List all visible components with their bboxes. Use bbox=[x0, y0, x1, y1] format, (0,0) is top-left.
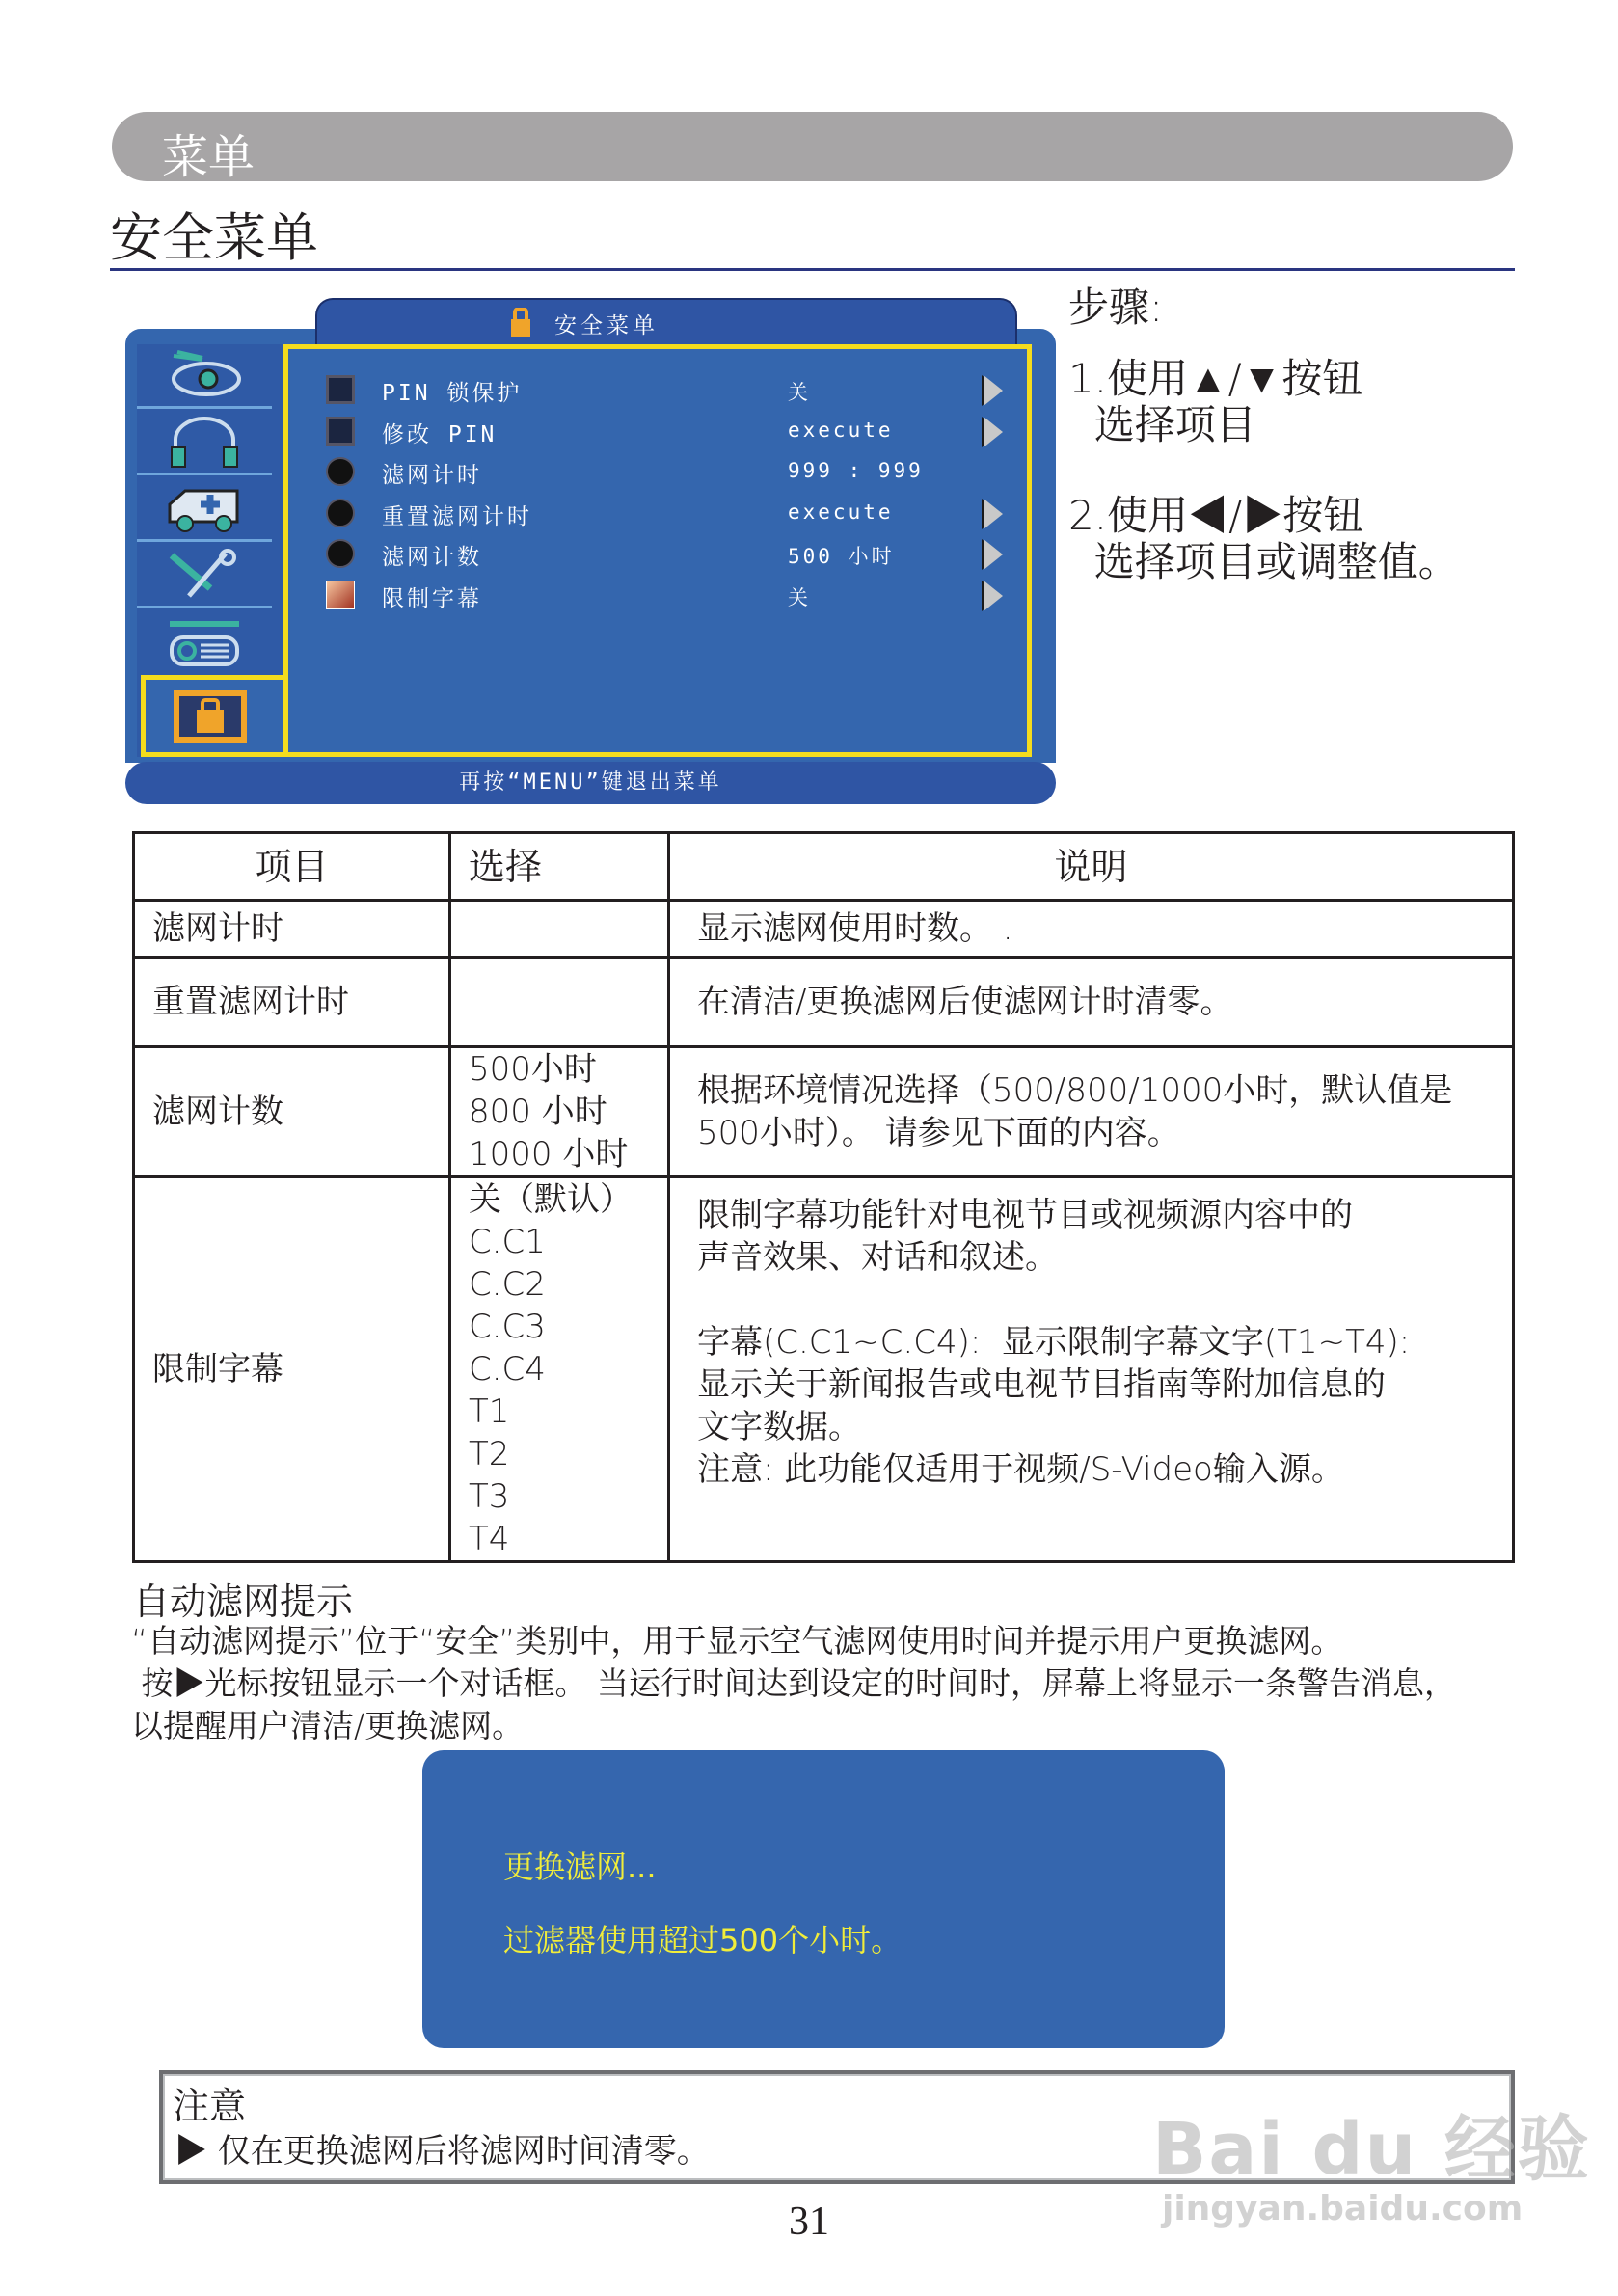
step-1-line-1: 1.使用▲/▼按钮 bbox=[1068, 355, 1363, 402]
desc-line: 限制字幕功能针对电视节目或视频源内容中的 bbox=[697, 1196, 1353, 1234]
desc-line: 500小时）。 请参见下面的内容。 bbox=[697, 1114, 1180, 1152]
cell-desc bbox=[669, 1047, 1514, 1177]
option: 1000 小时 bbox=[469, 1135, 629, 1174]
headphones-icon[interactable] bbox=[137, 411, 272, 475]
clock-icon bbox=[326, 539, 355, 568]
cell-options bbox=[450, 901, 669, 958]
header-option: 选择 bbox=[450, 833, 669, 901]
cell-desc: 显示滤网使用时数。 . bbox=[669, 901, 1514, 958]
option: 500小时 bbox=[469, 1050, 597, 1089]
page-title: 安全菜单 bbox=[110, 207, 318, 268]
option: T3 bbox=[469, 1477, 510, 1516]
baidu-watermark bbox=[1152, 2093, 1591, 2228]
pin-lock-icon bbox=[326, 375, 355, 404]
option: T4 bbox=[469, 1520, 510, 1558]
arrow-right-icon[interactable] bbox=[984, 417, 1003, 447]
osd-security-menu bbox=[125, 289, 1056, 805]
osd-row-label: 重置滤网计时 bbox=[382, 504, 532, 529]
arrow-right-icon[interactable] bbox=[984, 375, 1003, 406]
option: 关（默认） bbox=[469, 1180, 633, 1219]
tools-icon[interactable] bbox=[137, 544, 272, 608]
projector-icon[interactable] bbox=[137, 610, 272, 675]
osd-row-value: 关 bbox=[788, 381, 811, 404]
osd-row-value: execute bbox=[788, 500, 894, 524]
osd-row-label: PIN 锁保护 bbox=[382, 381, 523, 406]
arrow-right-icon[interactable] bbox=[984, 539, 1003, 570]
table-row bbox=[134, 1177, 1514, 1562]
cell-item: 滤网计时 bbox=[134, 901, 450, 958]
osd-row-label: 滤网计时 bbox=[382, 463, 482, 488]
osd-row-label: 限制字幕 bbox=[382, 586, 482, 611]
caption-icon bbox=[326, 581, 355, 609]
arrow-right-icon[interactable] bbox=[984, 581, 1003, 611]
desc-line: 注意: 此功能仅适用于视频/S-Video输入源。 bbox=[697, 1450, 1344, 1489]
ambulance-icon[interactable] bbox=[137, 477, 272, 542]
clock-icon bbox=[326, 499, 355, 527]
osd-row-label: 滤网计数 bbox=[382, 545, 482, 570]
paragraph-line: 按▶光标按钮显示一个对话框。 当运行时间达到设定的时间时，屏幕上将显示一条警告消息， bbox=[131, 1664, 1456, 1702]
option: C.C1 bbox=[469, 1223, 546, 1261]
cell-item: 重置滤网计时 bbox=[134, 958, 450, 1047]
osd-row-value: 关 bbox=[788, 586, 811, 609]
step-2-line-2: 选择项目或调整值。 bbox=[1068, 538, 1459, 585]
settings-table bbox=[132, 831, 1515, 1563]
table-row bbox=[134, 1047, 1514, 1177]
step-2-line-1: 2.使用◀/▶按钮 bbox=[1068, 492, 1364, 539]
osd-row-value: execute bbox=[788, 419, 894, 442]
cell-options bbox=[450, 1047, 669, 1177]
title-divider bbox=[110, 268, 1515, 271]
clock-icon bbox=[326, 457, 355, 486]
header-item: 项目 bbox=[134, 833, 450, 901]
option: C.C2 bbox=[469, 1265, 546, 1304]
option: T1 bbox=[469, 1392, 510, 1431]
osd-row-filter-timer[interactable] bbox=[318, 453, 993, 492]
auto-filter-paragraph bbox=[131, 1620, 1597, 1747]
step-1-line-2: 选择项目 bbox=[1068, 401, 1256, 448]
option: 800 小时 bbox=[469, 1093, 607, 1131]
cell-desc: 在清洁/更换滤网后使滤网计时清零。 bbox=[669, 958, 1514, 1047]
header-description: 说明 bbox=[669, 833, 1514, 901]
note-heading: 注意 bbox=[173, 2085, 247, 2127]
osd-row-pin-lock[interactable] bbox=[318, 371, 993, 410]
option: C.C4 bbox=[469, 1350, 546, 1389]
section-header-bar bbox=[112, 112, 1513, 184]
page-number: 31 bbox=[789, 2200, 829, 2244]
desc-line: 显示关于新闻报告或电视节目指南等附加信息的 bbox=[697, 1365, 1386, 1404]
desc-line: 声音效果、对话和叙述。 bbox=[697, 1238, 1058, 1277]
auto-filter-heading: 自动滤网提示 bbox=[133, 1580, 354, 1623]
paragraph-line: “自动滤网提示”位于“安全”类别中，用于显示空气滤网使用时间并提示用户更换滤网。 bbox=[131, 1622, 1343, 1660]
watermark-brand: Bai du 经验 bbox=[1152, 2108, 1591, 2191]
option: T2 bbox=[469, 1435, 510, 1473]
steps-panel bbox=[1068, 284, 1459, 585]
watermark-url: jingyan.baidu.com bbox=[1162, 2189, 1524, 2228]
osd-row-change-pin[interactable] bbox=[318, 413, 993, 451]
pin-lock-icon bbox=[326, 417, 355, 446]
table-header-row bbox=[134, 833, 1514, 901]
note-text: ▶ 仅在更换滤网后将滤网时间清零。 bbox=[175, 2132, 710, 2171]
osd-footer-hint: 再按“MENU”键退出菜单 bbox=[125, 762, 1056, 804]
dialog-title: 更换滤网... bbox=[503, 1849, 657, 1885]
cell-desc bbox=[669, 1177, 1514, 1562]
osd-title: 安全菜单 bbox=[554, 313, 659, 338]
section-label: 菜单 bbox=[162, 130, 256, 184]
osd-row-closed-caption[interactable] bbox=[318, 577, 993, 615]
desc-line bbox=[697, 1279, 1495, 1321]
lock-category-icon[interactable] bbox=[174, 690, 247, 743]
lock-icon bbox=[510, 308, 531, 337]
osd-row-value: 999 : 999 bbox=[788, 459, 924, 482]
desc-line: 根据环境情况选择（500/800/1000小时，默认值是 bbox=[697, 1071, 1453, 1110]
desc-line: 字幕(C.C1~C.C4): 显示限制字幕文字(T1~T4): bbox=[697, 1323, 1411, 1362]
arrow-right-icon[interactable] bbox=[984, 499, 1003, 529]
cell-options bbox=[450, 958, 669, 1047]
dialog-message: 过滤器使用超过500个小时。 bbox=[503, 1922, 903, 1958]
steps-title: 步骤: bbox=[1068, 284, 1164, 331]
osd-row-reset-filter-timer[interactable] bbox=[318, 495, 993, 533]
eye-icon[interactable] bbox=[137, 344, 272, 409]
osd-row-value: 500 小时 bbox=[788, 545, 895, 568]
paragraph-line: 以提醒用户清洁/更换滤网。 bbox=[131, 1707, 525, 1744]
osd-row-filter-count[interactable] bbox=[318, 535, 993, 574]
option: C.C3 bbox=[469, 1308, 546, 1346]
osd-row-label: 修改 PIN bbox=[382, 422, 498, 447]
table-row bbox=[134, 958, 1514, 1047]
cell-item: 限制字幕 bbox=[134, 1177, 450, 1562]
table-row bbox=[134, 901, 1514, 958]
cell-options bbox=[450, 1177, 669, 1562]
filter-warning-dialog bbox=[422, 1750, 1225, 2048]
desc-line: 文字数据。 bbox=[697, 1408, 861, 1446]
cell-item: 滤网计数 bbox=[134, 1047, 450, 1177]
